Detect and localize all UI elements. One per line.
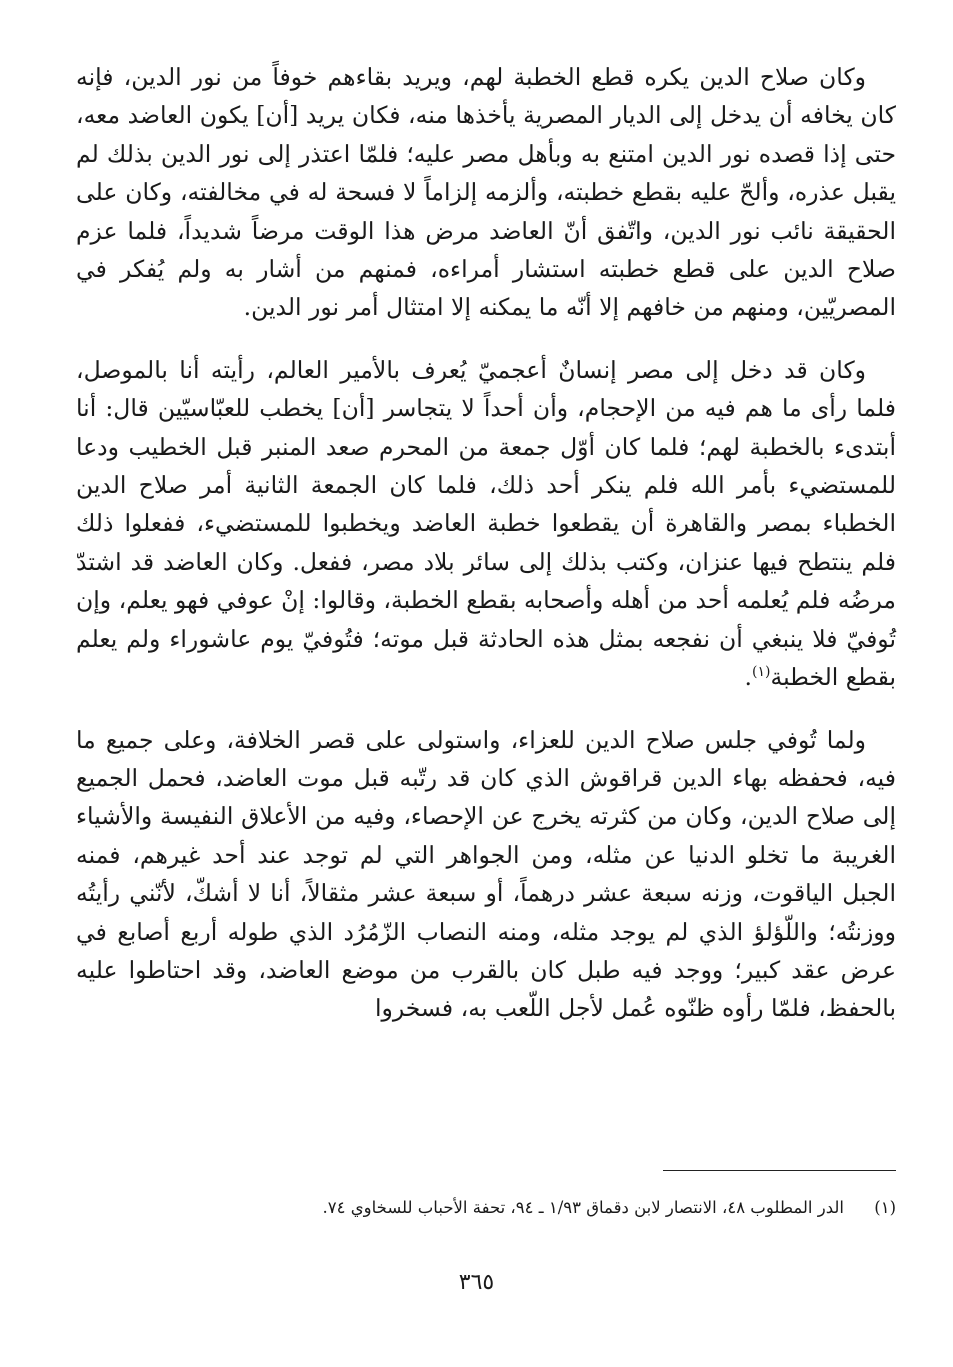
page-number: ٣٦٥ xyxy=(458,1270,495,1295)
paragraph-2-end: . xyxy=(744,663,753,692)
paragraph-2 xyxy=(76,351,896,697)
footnote-separator xyxy=(663,1170,896,1171)
paragraph-2-text: وكان قد دخل إلى مصر إنسانٌ أعجميّ يُعرف بالأمير العالم، رأيته أنا بالموصل، فلما رأى ما هم فيه من الإحجام، وأن أحداً لا يتجاسر [أن] يخطب للعبّاسيّين قال: أنا أبتدىء بالخطبة لهم؛ فلما كان أوّل جمعة من المحرم صعد المنبر قبل الخطيب ودعا للمستضيء بأمر الله فلم ينكر أحد ذلك، فلما كان الجمعة الثانية أمر صلاح الدين الخطباء بمصر والقاهرة أن يقطعوا خطبة العاضد ويخطبوا للمستضيء، ففعلوا ذلك فلم ينتطح فيها عنزان، وكتب بذلك إلى سائر بلاد مصر، ففعل. وكان العاضد قد اشتدّ مرضُه فلم يُعلمه أحد من أهله وأصحابه بقطع الخطبة، وقالوا: إنْ عوفي فهو يعلم، وإن تُوفيّ فلا ينبغي أن نفجعه بمثل هذه الحادثة قبل موته؛ فتُوفيّ يوم عاشوراء ولم يعلم بقطع الخطبة xyxy=(76,355,896,692)
footnote-1 xyxy=(76,1195,896,1221)
paragraph-1: وكان صلاح الدين يكره قطع الخطبة لهم، ويريد بقاءهم خوفاً من نور الدين، فإنه كان يخافه أن يدخل إلى الديار المصرية يأخذها منه، فكان يريد [أن] يكون العاضد معه، حتى إذا قصده نور الدين امتنع به وبأهل مصر عليه؛ فلمّا اعتذر إلى نور الدين بذلك لم يقبل عذره، وألحّ عليه بقطع خطبته، وألزمه إلزاماً لا فسحة له في مخالفته، وكان على الحقيقة نائب نور الدين، واتّفق أنّ العاضد مرض هذا الوقت مرضاً شديداً، فلما عزم صلاح الدين على قطع خطبته استشار أمراءه، فمنهم من أشار به ولم يُفكر في المصريّين، ومنهم من خافهم إلا أنّه ما يمكنه إلا امتثال أمر نور الدين. xyxy=(76,63,896,322)
footnote-marker: (١) xyxy=(874,1198,896,1217)
footnote-reference[interactable]: (١) xyxy=(752,664,771,681)
main-text xyxy=(76,58,896,1028)
footnote-text: الدر المطلوب ٤٨، الانتصار لابن دقماق ١/٩٣ ـ ٩٤، تحفة الأحباب للسخاوي ٧٤. xyxy=(322,1198,844,1217)
paragraph-3: ولما تُوفي جلس صلاح الدين للعزاء، واستولى على قصر الخلافة، وعلى جميع ما فيه، فحفظه بهاء الدين قراقوش الذي كان قد رتّبه قبل موت العاضد، فحمل الجميع إلى صلاح الدين، وكان من كثرته يخرج عن الإحصاء، وفيه من الأعلاق النفيسة والأشياء الغريبة ما تخلو الدنيا عن مثله، ومن الجواهر التي لم توجد عند أحد غيرهم، فمنه الجبل الياقوت، وزنه سبعة عشر درهماً، أو سبعة عشر مثقالاً، أنا لا أشكّ، لأنّني رأيتُه ووزنتُه؛ واللّؤلؤ الذي لم يوجد مثله، ومنه النصاب الزّمُرُد الذي طوله أربع أصابع في عرض عقد كبير؛ ووجد فيه طبل كان بالقرب من موضع العاضد، وقد احتاطوا عليه بالحفظ، فلمّا رأوه ظنّوه عُمل لأجل اللّعب به، فسخروا xyxy=(76,725,896,1023)
footnotes xyxy=(76,1195,896,1221)
